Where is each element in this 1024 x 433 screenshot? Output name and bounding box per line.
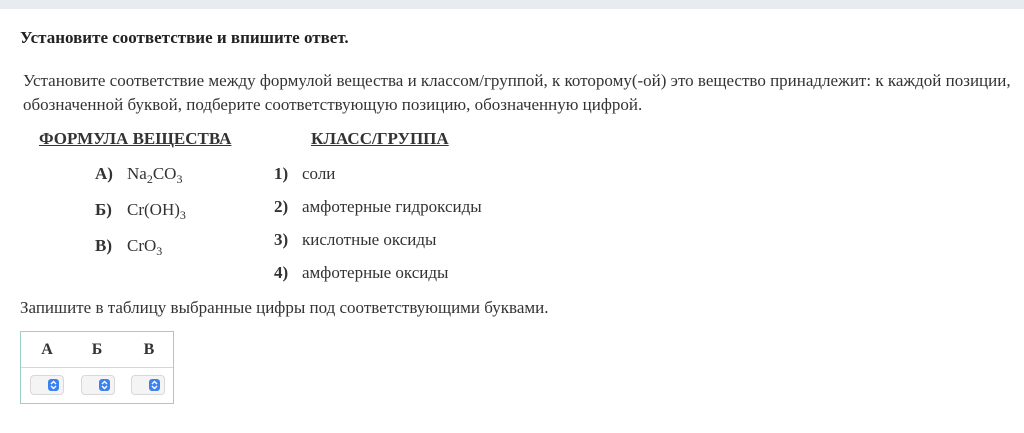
formula-row-c bbox=[95, 236, 162, 256]
answer-header-a: А bbox=[41, 341, 53, 358]
formula-value: CrO$_3$ bbox=[127, 236, 163, 258]
class-label: кислотные оксиды bbox=[302, 230, 437, 249]
formula-column-header: ФОРМУЛА ВЕЩЕСТВА bbox=[39, 129, 232, 148]
updown-chevron-icon bbox=[149, 379, 160, 391]
class-row-2 bbox=[274, 197, 482, 217]
task-title: Установите соответствие и впишите ответ. bbox=[20, 28, 349, 47]
updown-chevron-icon bbox=[99, 379, 110, 391]
class-key: 1) bbox=[274, 164, 289, 183]
answer-select-b[interactable] bbox=[81, 375, 115, 395]
class-column-header: КЛАСС/ГРУППА bbox=[311, 129, 449, 148]
class-key: 4) bbox=[274, 263, 289, 282]
answer-instruction: Запишите в таблицу выбранные цифры под соответствующими буквами. bbox=[20, 298, 549, 317]
class-label: соли bbox=[302, 164, 336, 183]
top-bar bbox=[0, 0, 1024, 9]
answer-header-b: Б bbox=[91, 341, 103, 358]
task-intro: Установите соответствие между формулой вещества и классом/группой, к которому(-ой) это вещество принадлежит: к каждой позиции, обозначенной буквой, подберите соответствующую позицию, обозначенную цифрой. bbox=[23, 71, 1011, 114]
answer-select-c[interactable] bbox=[131, 375, 165, 395]
formula-row-a bbox=[95, 164, 182, 184]
class-key: 3) bbox=[274, 230, 289, 249]
class-key: 2) bbox=[274, 197, 289, 216]
class-row-3 bbox=[274, 230, 436, 250]
class-label: амфотерные гидроксиды bbox=[302, 197, 482, 216]
formula-value: $Cr(OH)_3$ bbox=[127, 200, 186, 222]
formula-value: $Na_2CO_3$ bbox=[127, 164, 183, 186]
table-divider bbox=[21, 367, 173, 368]
answer-table bbox=[20, 331, 174, 404]
formula-key: В) bbox=[95, 236, 112, 255]
class-label: амфотерные оксиды bbox=[302, 263, 449, 282]
class-row-4 bbox=[274, 263, 448, 283]
formula-key: А) bbox=[95, 164, 113, 183]
answer-header-c: В bbox=[143, 341, 155, 358]
formula-key: Б) bbox=[95, 200, 112, 219]
answer-select-a[interactable] bbox=[30, 375, 64, 395]
class-row-1 bbox=[274, 164, 335, 184]
formula-row-b bbox=[95, 200, 186, 220]
updown-chevron-icon bbox=[48, 379, 59, 391]
